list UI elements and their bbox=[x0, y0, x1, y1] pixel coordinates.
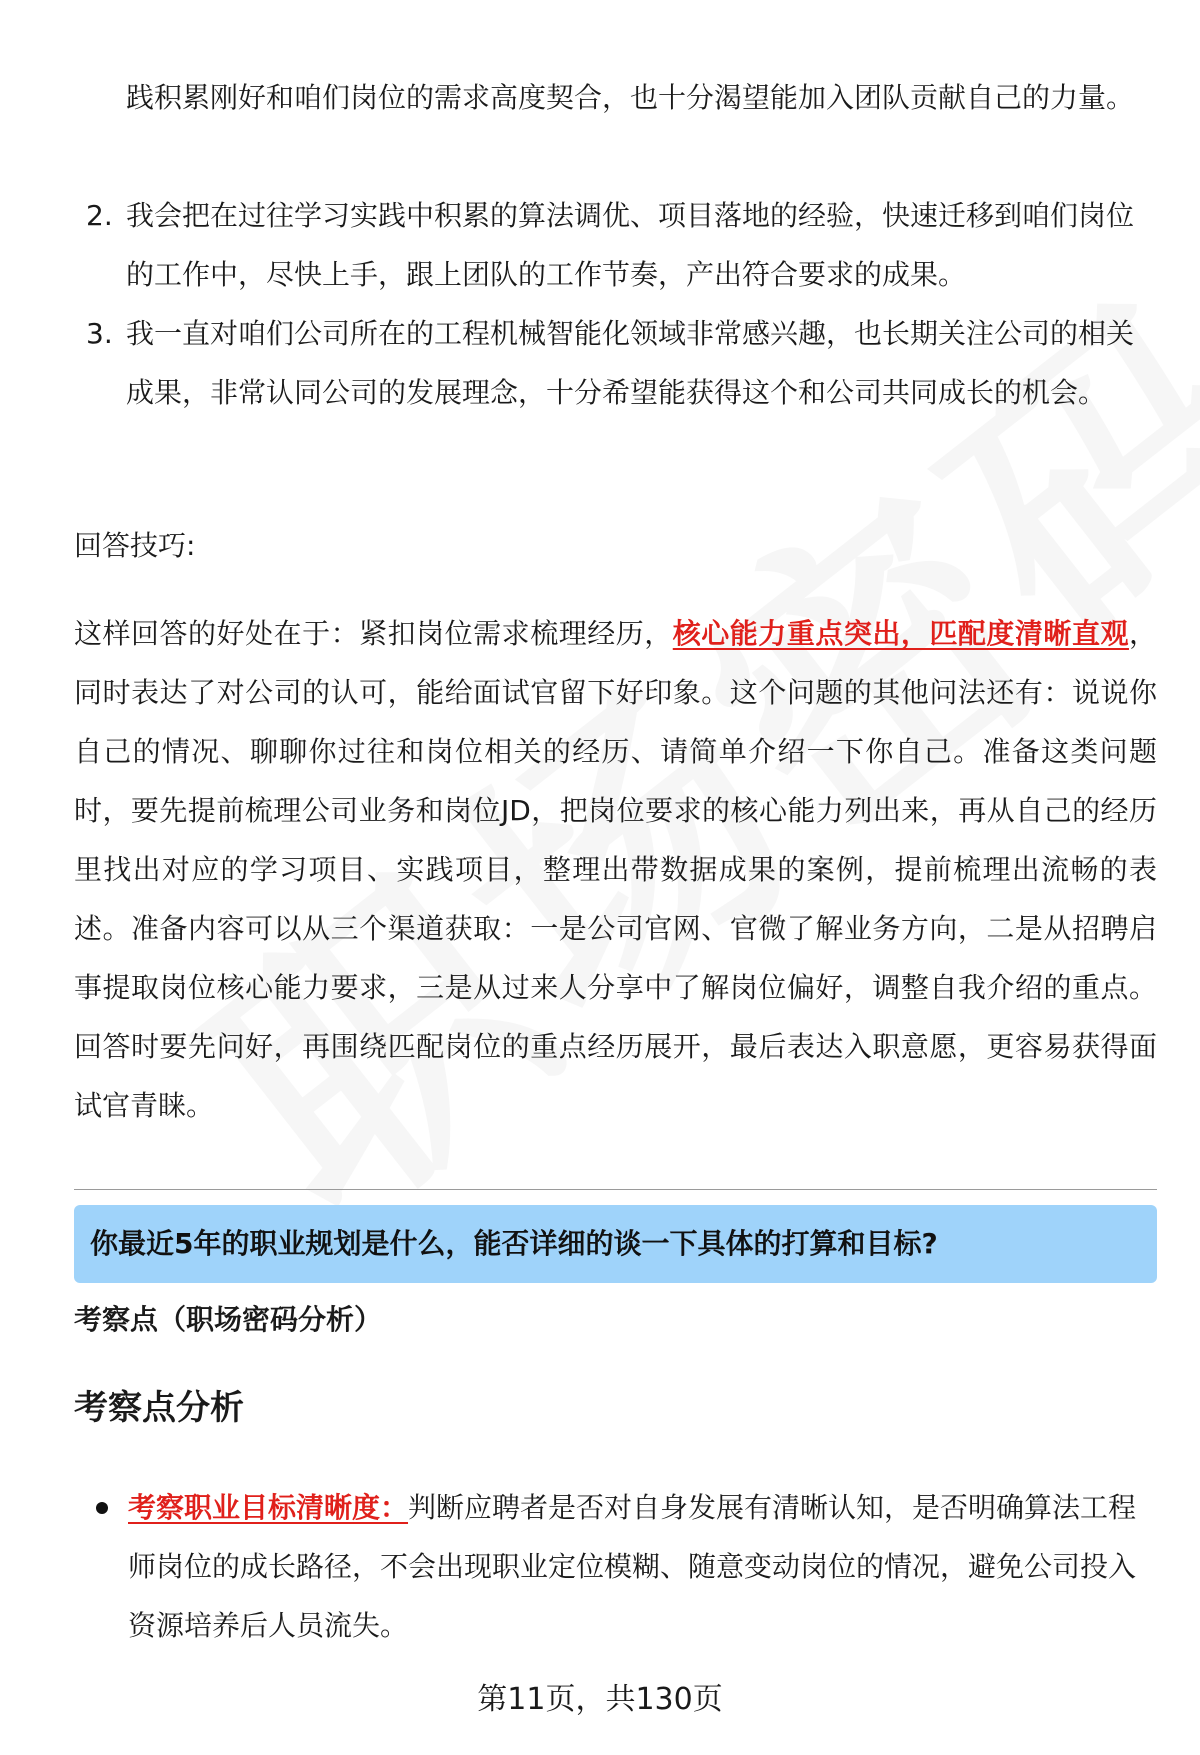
list-item-1-continuation bbox=[74, 68, 1144, 127]
bullet-text bbox=[128, 1478, 1146, 1655]
question-title: 你最近5年的职业规划是什么，能否详细的谈一下具体的打算和目标? bbox=[90, 1227, 938, 1260]
kaocha-label: 考察点（职场密码分析） bbox=[74, 1303, 383, 1336]
page-number: 第11页，共130页 bbox=[477, 1682, 723, 1717]
bullet-item bbox=[96, 1478, 1146, 1655]
section-divider bbox=[74, 1189, 1157, 1190]
list-item-3 bbox=[74, 304, 1144, 422]
tips-heading: 回答技巧: bbox=[74, 529, 196, 562]
list-number: 2. bbox=[86, 199, 113, 232]
list-item-2 bbox=[74, 186, 1144, 304]
tips-text-start: 这样回答的好处在于：紧扣岗位需求梳理经历， bbox=[74, 617, 673, 650]
bullet-body: 判断应聘者是否对自身发展有清晰认知，是否明确算法工程师岗位的成长路径，不会出现职业定位模糊、随意变动岗位的情况，避免公司投入资源培养后人员流失。 bbox=[128, 1491, 1137, 1642]
analysis-heading: 考察点分析 bbox=[74, 1388, 244, 1428]
list-item-text: 我一直对咱们公司所在的工程机械智能化领域非常感兴趣，也长期关注公司的相关成果，非常认同公司的发展理念，十分希望能获得这个和公司共同成长的机会。 bbox=[126, 317, 1135, 409]
list-item-text: 践积累刚好和咱们岗位的需求高度契合，也十分渴望能加入团队贡献自己的力量。 bbox=[126, 81, 1135, 114]
question-box bbox=[74, 1205, 1157, 1283]
bullet-dot-icon bbox=[96, 1502, 108, 1514]
list-number: 3. bbox=[86, 317, 113, 350]
tips-paragraph bbox=[74, 604, 1157, 1135]
tips-highlight: 核心能力重点突出，匹配度清晰直观 bbox=[672, 617, 1129, 650]
bullet-label: 考察职业目标清晰度： bbox=[128, 1491, 409, 1524]
tips-text-rest: ，同时表达了对公司的认可，能给面试官留下好印象。这个问题的其他问法还有：说说你自己的情况、聊聊你过往和岗位相关的经历、请简单介绍一下你自己。准备这类问题时，要先提前梳理公司业务和岗位JD，把岗位要求的核心能力列出来，再从自己的经历里找出对应的学习项目、实践项目，整理出带数据成果的案例，提前梳理出流畅的表述。准备内容可以从三个渠道获取：一是公司官网、官微了解业务方向，二是从招聘启事提取岗位核心能力要求，三是从过来人分享中了解岗位偏好，调整自我介绍的重点。回答时要先问好，再围绕匹配岗位的重点经历展开，最后表达入职意愿，更容易获得面试官青睐。 bbox=[74, 617, 1157, 1122]
list-item-text: 我会把在过往学习实践中积累的算法调优、项目落地的经验，快速迁移到咱们岗位的工作中，尽快上手，跟上团队的工作节奏，产出符合要求的成果。 bbox=[126, 199, 1135, 291]
